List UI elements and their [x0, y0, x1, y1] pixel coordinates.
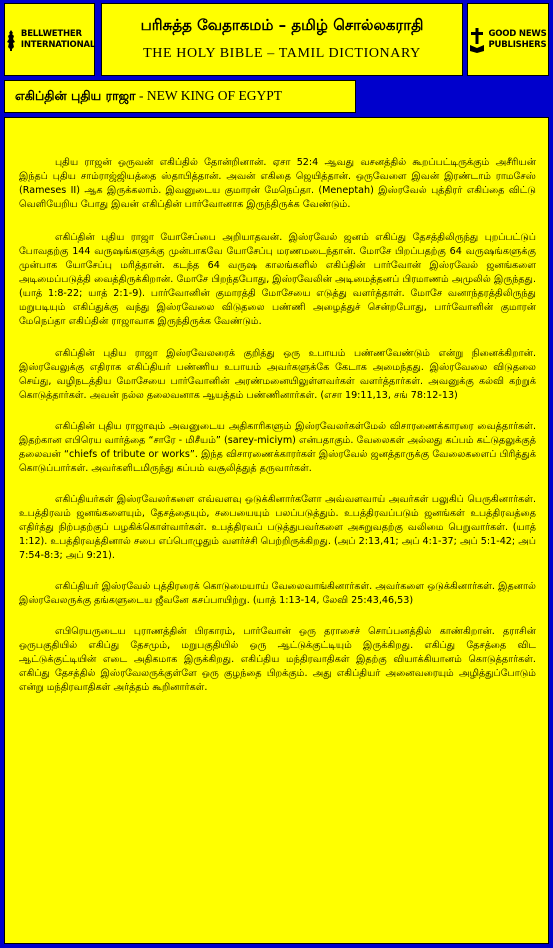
- bellwether-logo-text: [21, 29, 95, 51]
- logo-line: GOOD NEWS: [488, 28, 547, 39]
- entry-heading-tamil: எகிப்தின் புதிய ராஜா: [15, 88, 136, 103]
- title-tamil: பரிசுத்த வேதாகமம் – தமிழ் சொல்லகராதி: [140, 16, 424, 34]
- paragraph: எபிரெயருடைய புராணத்தின் பிரகாரம், பார்வோன் ஒரு தராசைச் சொப்பனத்தில் காண்கிறான். தராசின் ஒருபகுதியில் எகிப்து தேசமும், மறுபகுதியில் ஒரு ஆட்டுக்குட்டியும் இருக்கிறது. எகிப்து தேசத்தை விட ஆட்டுக்குட்டியின் எடை அதிகமாக இருக்கிறது. எகிப்திய மந்திரவாதிகள் இதற்கு வியாக்கியானம் கொடுத்தார்கள். எகிப்து தேசத்தில் இஸ்ரவேலருக்குள்ளே ஒரு குழந்தை பிறக்கும். அது எகிப்தியர் அனைவரையும் அழித்துப்போடும் என்று மந்திரவாதிகள் அர்த்தம் கூறினார்கள்.: [19, 626, 536, 693]
- entry-body: [19, 156, 536, 712]
- logo-line: INTERNATIONAL: [20, 39, 96, 50]
- good-news-logo: [467, 3, 549, 76]
- logo-line: PUBLISHERS: [488, 39, 547, 50]
- entry-content-box: [4, 117, 549, 944]
- entry-heading-box: [4, 80, 356, 113]
- paragraph: எகிப்தியர் இஸ்ரவேல் புத்திரரைக் கொடுமையாய் வேலைவாங்கினார்கள். அவர்களை ஒடுக்கினார்கள். இதனால் இஸ்ரவேலருக்கு தங்களுடைய ஜீவனே கசப்பாயிற்று. (யாத் 1:13-14, லேவி 25:43,46,53): [19, 581, 536, 606]
- cross-book-icon: [469, 27, 485, 53]
- entry-heading: [15, 88, 282, 105]
- good-news-logo-text: [488, 29, 546, 51]
- paragraph: எகிப்தின் புதிய ராஜா இஸ்ரவேலரைக் குறித்து ஒரு உபாயம் பண்ணவேண்டும் என்று நினைக்கிறான். இஸ்ரவேலுக்கு எதிராக எகிப்தியர் பண்ணிய உபாயம் அவர்களுக்கே கேடாக அமைந்தது. இஸ்ரவேலை விடுதலை செய்து, வழிநடத்திய மோசேயை பார்வோனின் அரண்மனையிலுள்ளவர்கள் வளர்த்தார்கள். அவனுக்கு கல்வி கற்றுக் கொடுத்தார்கள். அவன் நல்ல தலைவனாக ஆயத்தம் பண்ணினார்கள். (எசா 19:11,13, சங் 78:12-13): [19, 348, 536, 401]
- title-english: THE HOLY BIBLE – TAMIL DICTIONARY: [143, 46, 421, 61]
- site-title-box: [101, 3, 463, 76]
- bellwether-ram-icon: [4, 29, 18, 51]
- bellwether-logo: [4, 3, 95, 76]
- entry-heading-english: - NEW KING OF EGYPT: [135, 88, 282, 103]
- paragraph: எகிப்தின் புதிய ராஜா யோசேப்பை அறியாதவன். இஸ்ரவேல் ஜனம் எகிப்து தேசத்திலிருந்து புறப்பட்டுப் போவதற்கு 144 வருஷங்களுக்கு முன்பாகவே யோசேப்பு மரணமடைந்தான். மோசே பிறப்பதற்கு 64 வருஷங்களுக்கு முன்பாக யோசேப்பு மரித்தான். கடந்த 64 வருஷ காலங்களில் எகிப்தின் பார்வோன் இஸ்ரவேல் ஜனங்களை அடிமைப்படுத்தி வைத்திருக்கிறான். மோசே பிறந்தபோது, இஸ்ரவேலின் அடிமைத்தனப் பிரமாணம் அமுலில் இருந்தது. (யாத் 1:8-22; யாத் 2:1-9). பார்வோனின் குமாரத்தி மோசேயை எடுத்து வளர்த்தாள். மோசே வனாந்தரத்திலிருந்து மறுபடியும் எகிப்துக்கு வந்து இஸ்ரவேலை விடுதலை பண்ணி அழைத்துச் சென்றபோது, பார்வோனின் குமாரன் மேநெப்தா எகிப்தின் ராஜாவாக இருந்திருக்க வேண்டும்.: [19, 232, 536, 327]
- paragraph: புதிய ராஜன் ஒருவன் எகிப்தில் தோன்றினான். ஏசா 52:4 ஆவது வசனத்தில் கூறப்பட்டிருக்கும் அசீரியன் இந்தப் புதிய சாம்ராஜ்ஜியத்தை ஸ்தாபித்தான். அவன் எகிதை ஜெயித்தான். ஒருவேளை இவன் இரண்டாம் ராமசேஸ் (Rameses II) ஆக இருக்கலாம். இவனுடைய குமாரன் மேநெப்தா. (Meneptah) இஸ்ரவேல் புத்திரர் எகிப்தை விட்டு வெளியேறிய போது இவன் எகிப்தின் பார்வோனாக இருந்திருக்க வேண்டும்.: [19, 157, 536, 210]
- paragraph: எகிப்தியர்கள் இஸ்ரவேலர்களை எவ்வளவு ஒடுக்கினார்களோ அவ்வளவாய் அவர்கள் பலுகிப் பெருகினார்கள். உபத்திரவம் ஜனங்களையும், தேசத்தையும், சபையையும் பலப்படுத்தும். உபத்திரவப்படும் ஜனங்கள் உபத்திரவத்தை எதிர்த்து நிற்பதற்குப் பழகிக்கொள்வார்கள். உபத்திரவப் படுத்துபவர்களை அசுறுவதற்கு வலிமை பெறுவார்கள். (யாத் 1:12). உபத்திரவத்தினால் சபை எப்பொழுதும் வளர்ச்சி பெற்றிருக்கிறது. (அப் 2:13,41; அப் 4:1-37; அப் 5:1-42; அப் 7:54-8:3; அப் 9:21).: [19, 494, 536, 561]
- logo-line: BELLWETHER: [20, 28, 82, 39]
- paragraph: எகிப்தின் புதிய ராஜாவும் அவனுடைய அதிகாரிகளும் இஸ்ரவேலர்கள்மேல் விசாரணைக்காரரை வைத்தார்கள். இதற்கான எபிரெய வார்த்தை “சாரே - மிசீயம்” (sarey-miciym) என்பதாகும். வேலைகள் அல்லது கப்பம் கட்டுதலுக்குத் தலைவன் “chiefs of tribute or works”. இந்த விசாரணைக்காரர்கள் இஸ்ரவேல் ஜனத்தாருக்கு வேலைகளைப் பிரித்துக் கொடுப்பார்கள். அவர்களிடமிருந்து கப்பம் வசூலித்துத் தருவார்கள்.: [19, 421, 536, 474]
